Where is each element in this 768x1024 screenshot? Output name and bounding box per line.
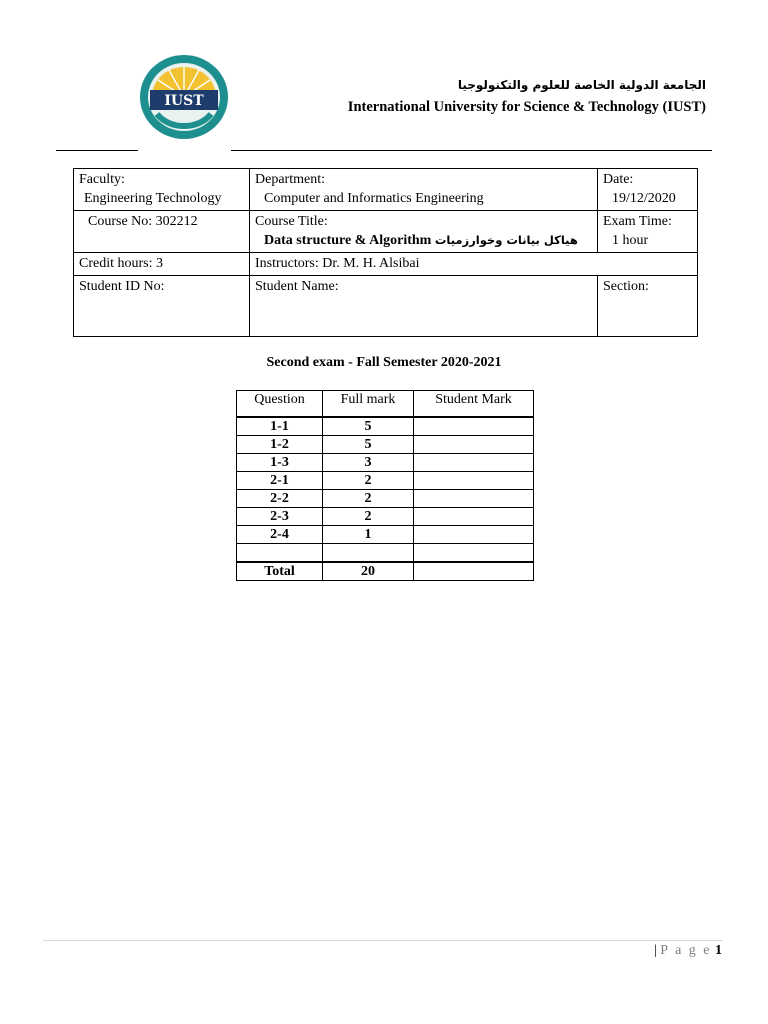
footer-rule [43, 940, 723, 941]
total-label-cell: Total [237, 562, 323, 581]
course-no: Course No: 302212 [88, 214, 198, 229]
course-title-value [255, 231, 592, 250]
header-question: Question [237, 391, 323, 418]
page-number-value: 1 [715, 943, 722, 958]
question-cell: 1-3 [237, 454, 323, 472]
full-mark-cell: 2 [323, 508, 414, 526]
header-full-mark: Full mark [323, 391, 414, 418]
student-name-label: Student Name: [255, 279, 339, 294]
marks-row [237, 526, 534, 544]
date-value: 19/12/2020 [612, 191, 676, 206]
marks-row [237, 454, 534, 472]
course-info-table [73, 168, 698, 337]
total-student-mark-cell[interactable] [414, 562, 534, 581]
credit-hours: Credit hours: 3 [79, 256, 163, 271]
question-cell: 2-4 [237, 526, 323, 544]
full-mark-cell: 3 [323, 454, 414, 472]
full-mark-cell: 2 [323, 472, 414, 490]
faculty-cell [74, 169, 250, 211]
svg-text:IUST: IUST [164, 93, 204, 109]
department-value: Computer and Informatics Engineering [264, 191, 484, 206]
iust-logo [139, 54, 229, 140]
question-cell: 2-2 [237, 490, 323, 508]
student-mark-cell[interactable] [414, 544, 534, 563]
date-label: Date: [603, 172, 634, 187]
faculty-value: Engineering Technology [84, 191, 222, 206]
exam-time-cell [598, 211, 698, 253]
student-name-cell[interactable] [250, 276, 598, 337]
full-mark-cell [323, 544, 414, 563]
student-id-label: Student ID No: [79, 279, 165, 294]
student-mark-cell[interactable] [414, 526, 534, 544]
full-mark-cell: 2 [323, 490, 414, 508]
exam-title: Second exam - Fall Semester 2020-2021 [266, 355, 502, 370]
faculty-label: Faculty: [79, 172, 125, 187]
header-rule-right [231, 150, 712, 151]
instructors-cell [250, 253, 698, 276]
section-cell[interactable] [598, 276, 698, 337]
student-id-cell[interactable] [74, 276, 250, 337]
marks-row [237, 490, 534, 508]
full-mark-cell: 5 [323, 436, 414, 454]
full-mark-cell: 1 [323, 526, 414, 544]
marks-table [236, 390, 534, 581]
student-mark-cell[interactable] [414, 508, 534, 526]
page-separator: | [653, 943, 657, 958]
exam-time-value: 1 hour [612, 233, 649, 248]
exam-time-label: Exam Time: [603, 214, 672, 229]
page-label: P a g e [660, 943, 712, 958]
marks-row [237, 436, 534, 454]
question-cell: 2-1 [237, 472, 323, 490]
header-student-mark: Student Mark [414, 391, 534, 418]
question-cell: 1-2 [237, 436, 323, 454]
marks-row [237, 508, 534, 526]
instructors: Instructors: Dr. M. H. Alsibai [255, 256, 420, 271]
credit-hours-cell [74, 253, 250, 276]
question-cell: 2-3 [237, 508, 323, 526]
university-name-english: International University for Science & Technology (IUST) [347, 99, 706, 115]
question-cell [237, 544, 323, 563]
section-label: Section: [603, 279, 649, 294]
student-mark-cell[interactable] [414, 454, 534, 472]
course-no-cell [74, 211, 250, 253]
university-name-arabic: الجامعة الدولية الخاصة للعلوم والتكنولوجيا [457, 78, 706, 92]
marks-row-total [237, 562, 534, 581]
department-cell [250, 169, 598, 211]
course-title-english: Data structure & Algorithm [264, 233, 432, 248]
header-rule-left [56, 150, 138, 151]
full-mark-cell: 5 [323, 417, 414, 436]
page-number [654, 943, 722, 959]
course-title-label: Course Title: [255, 214, 328, 229]
marks-row [237, 472, 534, 490]
marks-row-empty [237, 544, 534, 563]
student-mark-cell[interactable] [414, 417, 534, 436]
date-cell [598, 169, 698, 211]
question-cell: 1-1 [237, 417, 323, 436]
course-title-cell [250, 211, 598, 253]
course-title-arabic: هياكل بيانات وخوارزميات [434, 233, 578, 247]
student-mark-cell[interactable] [414, 490, 534, 508]
department-label: Department: [255, 172, 325, 187]
student-mark-cell[interactable] [414, 472, 534, 490]
student-mark-cell[interactable] [414, 436, 534, 454]
total-full-mark-cell: 20 [323, 562, 414, 581]
marks-row [237, 417, 534, 436]
